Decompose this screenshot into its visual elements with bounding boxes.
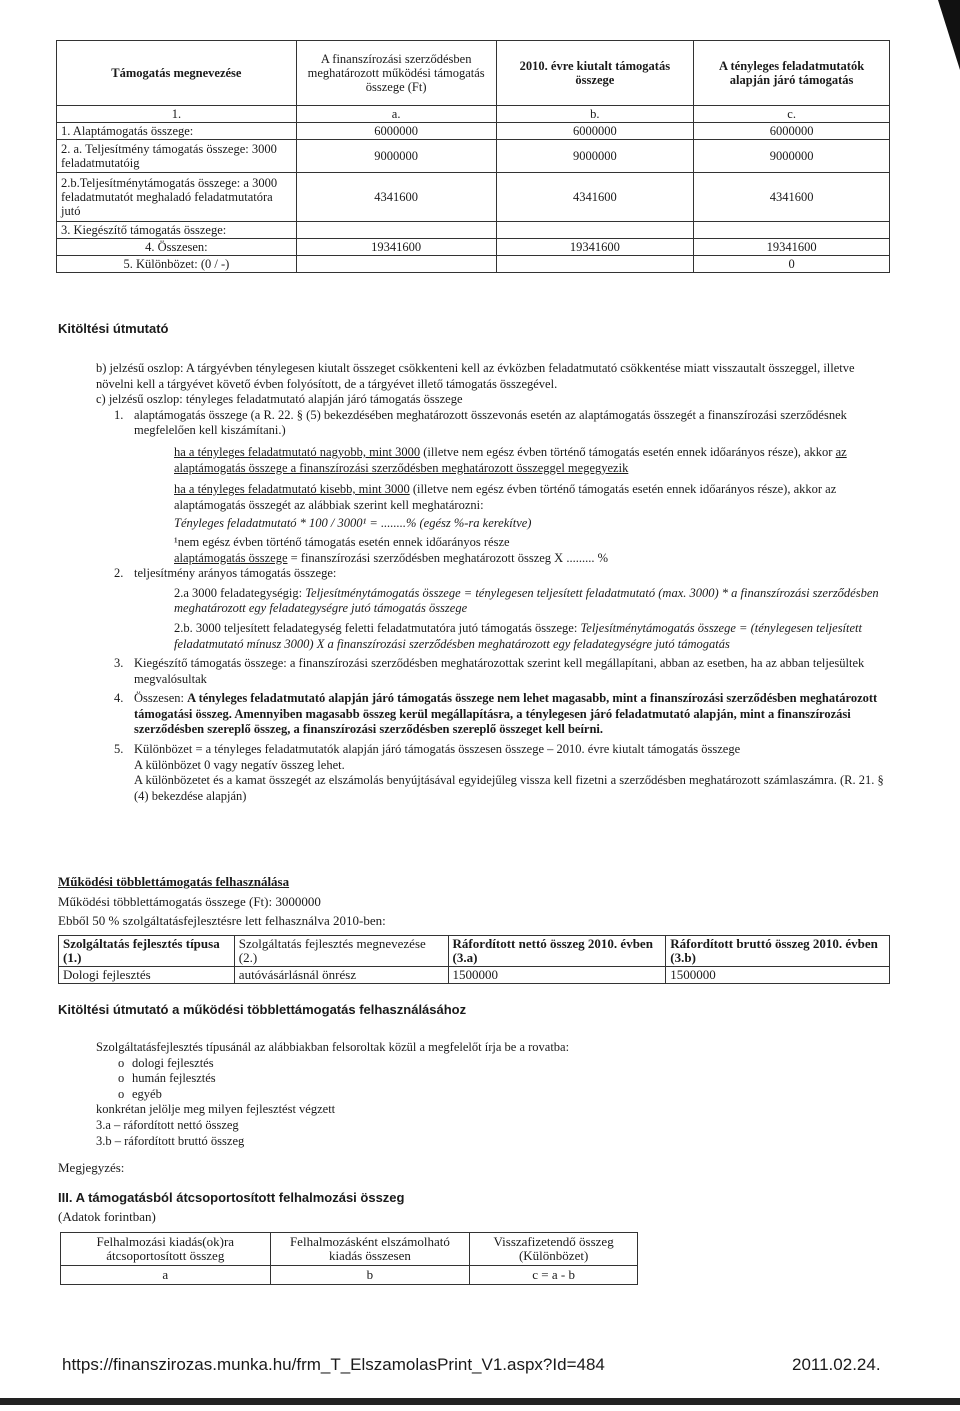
table-row [57,140,890,173]
guide2-intro: Szolgáltatásfejlesztés típusánál az alábbiakban felsoroltak közül a megfelelőt írja be a rovatba: [96,1040,570,1054]
underlined-text: az alaptámogatás összege a finanszírozási szerződésben meghatározott összeggel megegyezik [174,444,847,475]
cell-b: 9000000 [496,140,694,173]
surplus-table [58,935,890,984]
bold-text: A tényleges feladatmutató alapján járó támogatás összege nem lehet magasabb, mint a finanszírozási szerződésben meghatározott támogatási összeg. Amennyiben magasabb összeg kerül megállapításra, a ténylegesen járó feladatmutató alapján, mint a finanszírozási szerződésben szereplő összeg, a finanszírozási szerződésben szereplő összeget kell beírni. [134,691,878,737]
item-number: 2. [114,566,124,581]
row-label: 1. Alaptámogatás összege: [57,123,297,140]
underlined-text: ha a tényleges feladatmutató kisebb, mint 3000 [174,482,410,497]
column-letter: b. [496,106,694,123]
item-text: alaptámogatás összege (a R. 22. § (5) bekezdésében meghatározott összevonás esetén az alaptámogatás összegét a finanszírozási szerződésnek megfelelően kell kiszámítani.) [134,407,847,438]
italic-text: Teljesítménytámogatás összege = ténylegesen teljesített feladatmutató (max. 3000) * a finanszírozási szerződésben meghatározott egy feladategységre jutó támogatás összege [174,585,879,616]
surplus-title: Működési többlettámogatás felhasználása [58,874,290,889]
item-text: teljesítmény arányos támogatás összege: [134,566,337,581]
cell-c: 9000000 [694,140,890,173]
cell-a: 4341600 [296,173,496,222]
header-type: Szolgáltatás fejlesztés típusa (1.) [59,936,235,967]
footnote: ¹nem egész évben történő támogatás esetén ennek időarányos része [174,534,510,549]
cell-a [296,222,496,239]
lead-text: 2.a 3000 feladategységig: [174,585,306,600]
guide-item-1 [96,408,892,566]
guide-b-column: b) jelzésű oszlop: A tárgyévben ténylegesen kiutalt összeget csökkenteni kell az évközben feladatmutató csökkentése miatt visszautalt összeggel, illetve növelni kell a tárgyévet követő évben folyósított, de a tárgyévet illető támogatás összegével. [96,361,855,391]
scan-corner-mark [938,0,960,70]
dev-type-list [96,1056,886,1103]
guide-item-4 [96,691,892,738]
support-table-header [57,41,890,106]
item-text: A különbözetet és a kamat összegét az elszámolás benyújtásával egyidejűleg vissza kell fizetni a szerződésben meghatározott számlaszámra. (R. 21. § (4) bekezdése alapján) [134,773,884,803]
item-text: Különbözet = a tényleges feladatmutatók alapján járó támogatás összesen összege – 2010. évre kiutalt támogatás összege [134,742,741,757]
item-number: 4. [114,691,124,706]
guide-body [96,361,892,804]
list-item: o dologi fejlesztés [134,1056,886,1072]
header-repayable: Visszafizetendő összeg (Különbözet) [470,1233,638,1266]
surplus-amount: Működési többlettámogatás összege (Ft): 3000000 [58,894,321,909]
case-text: (illetve nem egész évben történő támogatás esetén ennek időarányos része), akkor az alaptámogatás összegét az alábbiak szerint kell meghatározni: [174,482,837,512]
cell-a: 19341600 [296,239,496,256]
item-text: A különbözet 0 vagy negatív összeg lehet. [134,757,345,772]
note-label: Megjegyzés: [58,1160,125,1175]
table-row [57,222,890,239]
cell-c: 4341600 [694,173,890,222]
cell-net: 1500000 [448,967,666,984]
scan-bottom-edge [0,1398,960,1405]
alap-formula [134,551,892,567]
guide2-line: 3.a – ráfordított nettó összeg [96,1117,239,1132]
item-number: 1. [114,407,124,422]
table-row [57,123,890,140]
cell-a: 6000000 [296,123,496,140]
print-date: 2011.02.24. [792,1355,881,1374]
header-accountable: Felhalmozásként elszámolható kiadás összesen [270,1233,470,1266]
support-table [56,40,890,273]
cell-c [694,222,890,239]
header-actual: A tényleges feladatmutatók alapján járó támogatás [694,41,890,106]
page-url: https://finanszirozas.munka.hu/frm_T_ElszamolasPrint_V1.aspx?Id=484 [62,1355,605,1374]
row-label: 2.b.Teljesítménytámogatás összege: a 3000 feladatmutatót meghaladó feladatmutatóra jutó [57,173,297,222]
row-label: 2. a. Teljesítmény támogatás összege: 3000 feladatmutatóig [57,140,297,173]
column-letter: a [61,1266,271,1285]
cell-b [496,222,694,239]
list-item: o humán fejlesztés [134,1071,886,1087]
guide-item-5 [96,742,892,804]
header-gross: Ráfordított bruttó összeg 2010. évben (3.b) [666,936,890,967]
guide2-title: Kitöltési útmutató a működési többlettámogatás felhasználásához [58,1002,467,1017]
table-row [61,1266,638,1285]
item-number: 5. [114,742,124,757]
column-letter: c = a - b [470,1266,638,1285]
guide2-line: konkrétan jelölje meg milyen fejlesztést végzett [96,1102,336,1117]
table-row [57,173,890,222]
underlined-text: alaptámogatás összege [174,550,288,565]
header-support-name: Támogatás megnevezése [57,41,297,106]
cell-b: 6000000 [496,123,694,140]
column-letter: c. [694,106,890,123]
surplus-used: Ebből 50 % szolgáltatásfejlesztésre lett felhasználva 2010-ben: [58,913,386,928]
cell-gross: 1500000 [666,967,890,984]
cell-a: 9000000 [296,140,496,173]
table-row [59,967,890,984]
underlined-text: ha a tényleges feladatmutató nagyobb, mint 3000 [174,444,421,459]
row-label: 5. Különbözet: (0 / -) [57,256,297,273]
guide2-body [96,1040,886,1149]
table-row [57,106,890,123]
cell-b: 4341600 [496,173,694,222]
cell-a [296,256,496,273]
item-text: Kiegészítő támogatás összege: a finanszírozási szerződésben meghatározottak szerint kell megállapítani, abban az esetben, ha az abban teljesültek megvalósultak [134,656,865,686]
guide2-line: 3.b – ráfordított bruttó összeg [96,1133,245,1148]
item-2a [134,586,892,617]
header-name: Szolgáltatás fejlesztés megnevezése (2.) [234,936,448,967]
header-contract-amount: A finanszírozási szerződésben meghatározott működési támogatás összege (Ft) [296,41,496,106]
table-row [57,239,890,256]
item-number: 3. [114,656,124,671]
item-1-case-b [134,482,892,513]
guide-title: Kitöltési útmutató [58,321,169,336]
column-letter: 1. [57,106,297,123]
surplus-table-header [59,936,890,967]
section3-subtitle: (Adatok forintban) [58,1209,156,1224]
guide-c-column: c) jelzésű oszlop: tényleges feladatmutató alapján járó támogatás összege [96,392,463,407]
section3-header [61,1233,638,1266]
formula-text: = finanszírozási szerződésben meghatározott összeg X ......... % [287,550,608,565]
item-text [134,691,892,738]
table-row [57,256,890,273]
column-letter: a. [296,106,496,123]
header-net: Ráfordított nettó összeg 2010. évben (3.a) [448,936,666,967]
cell-b: 19341600 [496,239,694,256]
guide-item-3 [96,656,892,687]
item-1-case-a [134,445,892,476]
lead-text: Összesen: [134,691,188,706]
header-regrouped: Felhalmozási kiadás(ok)ra átcsoportosított összeg [61,1233,271,1266]
guide-item-2 [96,566,892,652]
case-text: (illetve nem egész évben történő támogatás esetén ennek időarányos része), akkor [420,444,836,459]
cell-name: autóvásárlásnál önrész [234,967,448,984]
cell-c: 6000000 [694,123,890,140]
formula: Tényleges feladatmutató * 100 / 3000¹ = ........% (egész %-ra kerekítve) [174,516,532,531]
cell-c: 19341600 [694,239,890,256]
cell-type: Dologi fejlesztés [59,967,235,984]
item-2b [134,621,892,652]
row-label: 3. Kiegészítő támogatás összege: [57,222,297,239]
cell-c: 0 [694,256,890,273]
list-item: o egyéb [134,1087,886,1103]
column-letter: b [270,1266,470,1285]
header-disbursed: 2010. évre kiutalt támogatás összege [496,41,694,106]
cell-b [496,256,694,273]
lead-text: 2.b. 3000 teljesített feladategység feletti feladatmutatóra jutó támogatás összege: [174,620,581,635]
section3-table [60,1232,638,1285]
italic-text: Teljesítménytámogatás összege = (ténylegesen teljesített feladatmutató mínusz 3000) X a finanszírozási szerződésben meghatározott egy feladategységre jutó támogatás [174,620,862,651]
row-label: 4. Összesen: [57,239,297,256]
section3-title: III. A támogatásból átcsoportosított felhalmozási összeg [58,1190,405,1205]
